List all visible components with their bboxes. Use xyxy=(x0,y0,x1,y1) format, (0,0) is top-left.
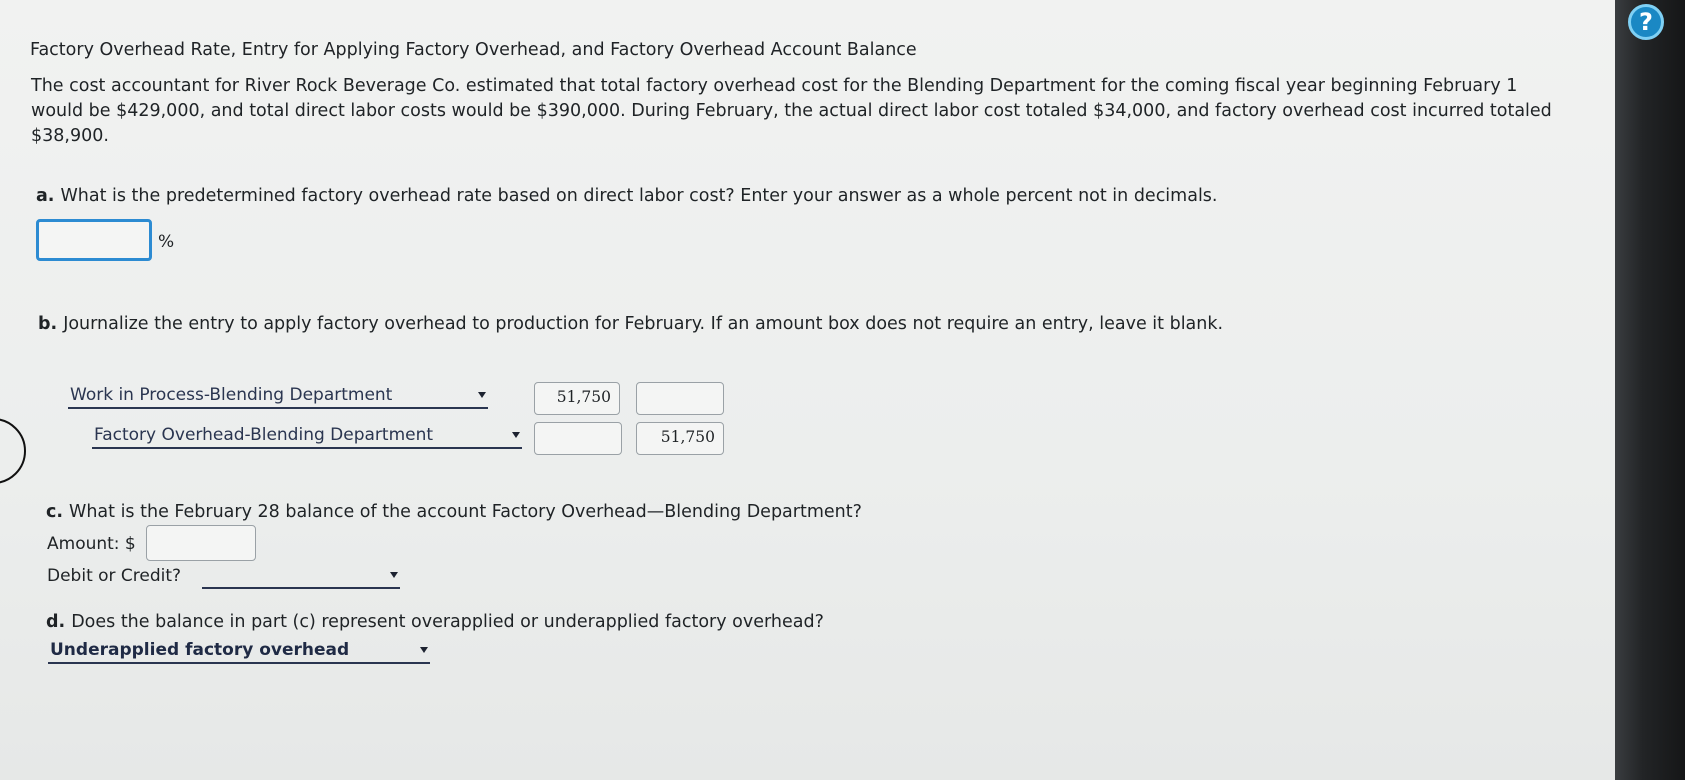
decorative-arc xyxy=(0,418,26,484)
part-b-question xyxy=(38,314,1223,334)
part-c-letter: c. xyxy=(46,502,64,522)
part-a-question xyxy=(36,186,1218,206)
part-c-text: What is the February 28 balance of the account Factory Overhead—Blending Department? xyxy=(69,502,862,522)
part-a-letter: a. xyxy=(36,186,55,206)
chevron-down-icon xyxy=(478,392,486,398)
problem-text: The cost accountant for River Rock Beverage Co. estimated that total factory overhead cost for the Blending Department for the coming fiscal year beginning February 1 would be $429,000, and total direct labor costs would be $390,000. During February, the actual direct labor cost totaled $34,000, and factory overhead cost incurred totaled $38,900. xyxy=(31,76,1552,146)
percent-unit: % xyxy=(158,232,175,252)
credit-account-value: Factory Overhead-Blending Department xyxy=(94,425,434,445)
row1-credit-input[interactable] xyxy=(636,382,724,415)
part-c-question xyxy=(46,502,862,522)
chevron-down-icon xyxy=(420,647,428,653)
row2-credit-input[interactable]: 51,750 xyxy=(636,422,724,455)
debit-account-select[interactable] xyxy=(68,385,488,409)
part-d-text: Does the balance in part (c) represent overapplied or underapplied factory overhead? xyxy=(71,612,824,632)
balance-amount-input[interactable] xyxy=(146,525,256,561)
problem-statement xyxy=(31,74,1571,149)
amount-label: Amount: $ xyxy=(47,534,136,554)
rate-percent-input[interactable] xyxy=(36,219,152,261)
page-title: Factory Overhead Rate, Entry for Applying Factory Overhead, and Factory Overhead Account Balance xyxy=(30,40,917,60)
part-b-text: Journalize the entry to apply factory overhead to production for February. If an amount box does not require an entry, leave it blank. xyxy=(63,314,1224,334)
row2-debit-input[interactable] xyxy=(534,422,622,455)
part-d-letter: d. xyxy=(46,612,66,632)
chevron-down-icon xyxy=(390,572,398,578)
debit-account-value: Work in Process-Blending Department xyxy=(70,385,393,405)
debit-credit-select[interactable] xyxy=(202,565,400,589)
over-under-value: Underapplied factory overhead xyxy=(50,640,350,660)
credit-account-select[interactable] xyxy=(92,425,522,449)
row1-debit-input[interactable]: 51,750 xyxy=(534,382,620,415)
chevron-down-icon xyxy=(512,432,520,438)
part-d-question xyxy=(46,612,824,632)
part-b-letter: b. xyxy=(38,314,58,334)
help-icon: ? xyxy=(1639,8,1653,36)
right-side-panel xyxy=(1615,0,1685,780)
part-a-text: What is the predetermined factory overhead rate based on direct labor cost? Enter your answer as a whole percent not in decimals. xyxy=(60,186,1218,206)
debit-credit-label: Debit or Credit? xyxy=(47,566,182,586)
over-under-select[interactable] xyxy=(48,640,430,664)
help-button[interactable] xyxy=(1628,4,1664,40)
